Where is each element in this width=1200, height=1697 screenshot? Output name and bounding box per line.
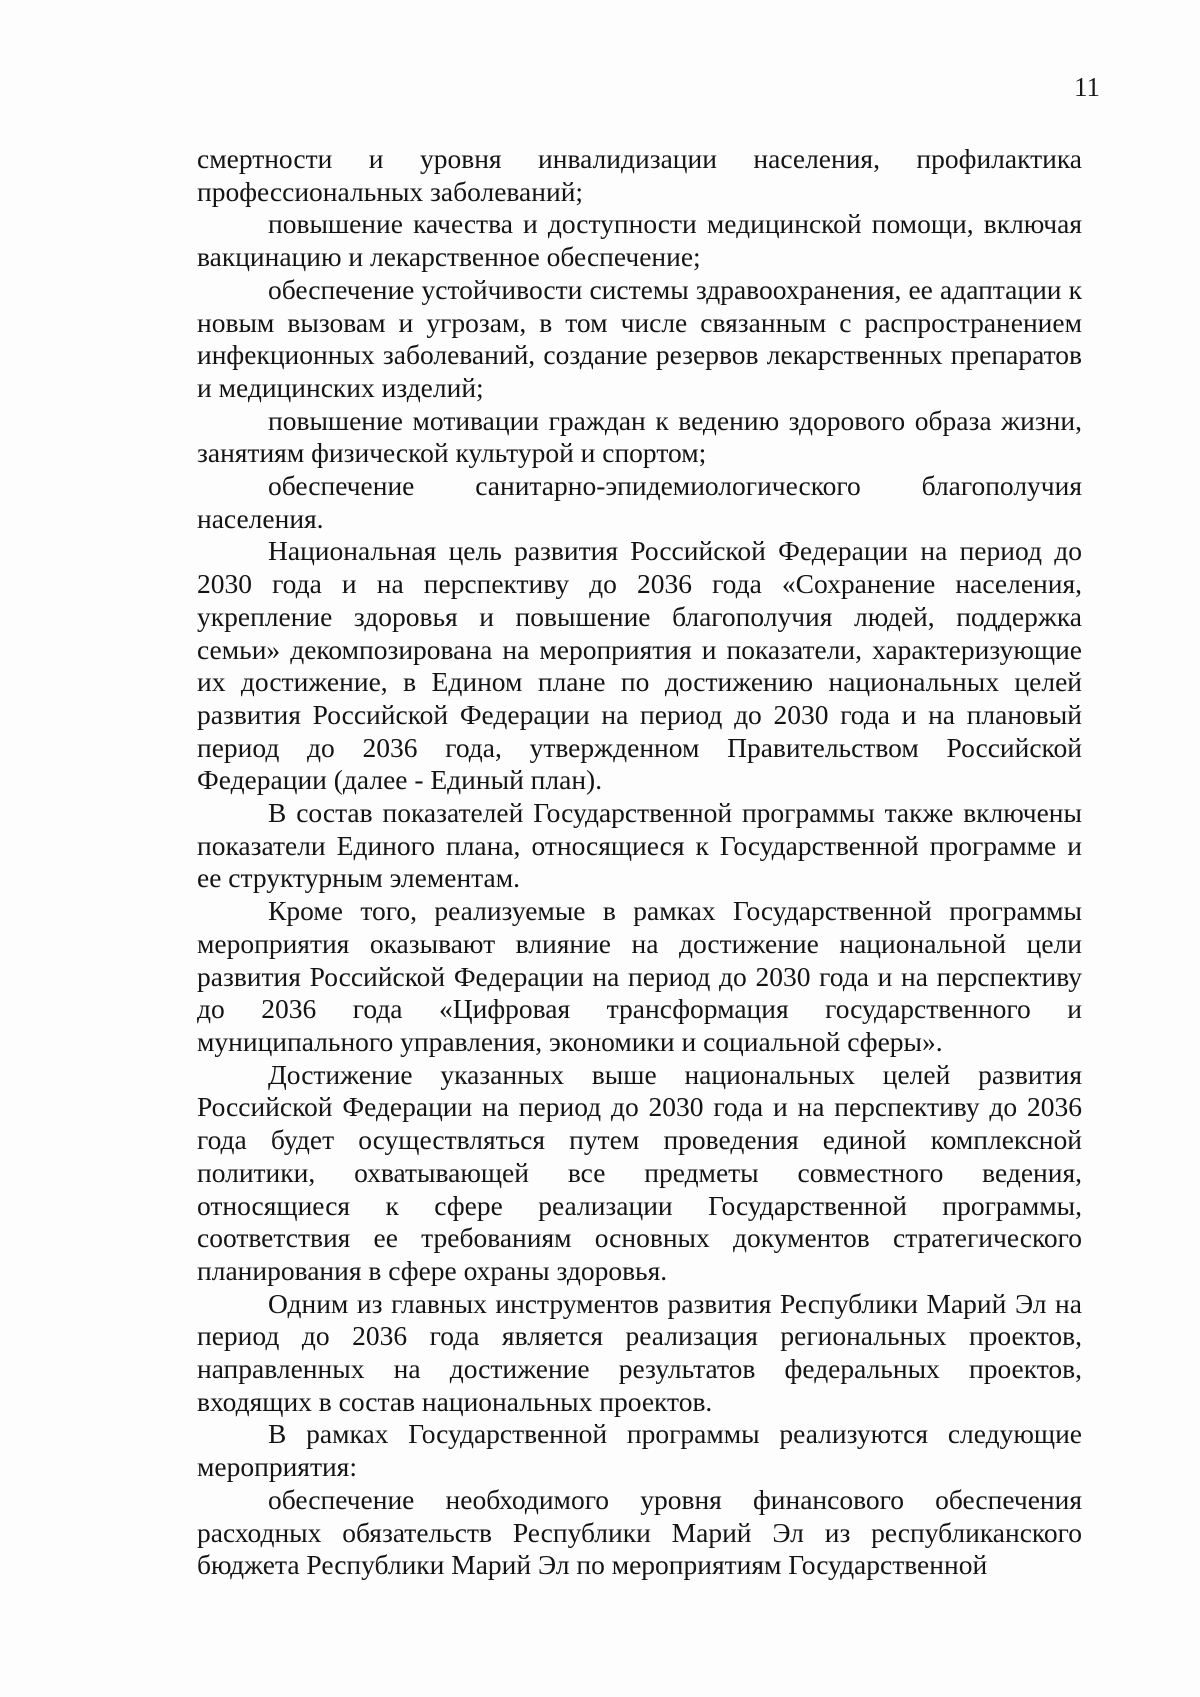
document-body	[197, 143, 1082, 1582]
paragraph: Одним из главных инструментов развития Республики Марий Эл на период до 2036 года является реализация региональных проектов, направленных на достижение результатов федеральных проектов, входящих в состав национальных проектов.	[197, 1287, 1082, 1417]
paragraph: Кроме того, реализуемые в рамках Государственной программы мероприятия оказывают влияние на достижение национальной цели развития Российской Федерации на период до 2030 года и на перспективу до 2036 года «Цифровая трансформация государственного и муниципального управления, экономики и социальной сферы».	[197, 895, 1082, 1057]
paragraph: В состав показателей Государственной программы также включены показатели Единого плана, относящиеся к Государственной программе и ее структурным элементам.	[197, 797, 1082, 894]
paragraph: повышение качества и доступности медицинской помощи, включая вакцинацию и лекарственное обеспечение;	[197, 208, 1082, 273]
paragraph: обеспечение устойчивости системы здравоохранения, ее адаптации к новым вызовам и угрозам, в том числе связанным с распространением инфекционных заболеваний, создание резервов лекарственных препаратов и медицинских изделий;	[197, 273, 1082, 403]
page-number: 11	[1074, 72, 1100, 102]
paragraph: повышение мотивации граждан к ведению здорового образа жизни, занятиям физической культурой и спортом;	[197, 404, 1082, 469]
paragraph: смертности и уровня инвалидизации населения, профилактика профессиональных заболеваний;	[197, 143, 1082, 207]
paragraph: Достижение указанных выше национальных целей развития Российской Федерации на период до 2030 года и на перспективу до 2036 года будет осуществляться путем проведения единой комплексной политики, охватывающей все предметы совместного ведения, относящиеся к сфере реализации Государственной программы, соответствия ее требованиям основных документов стратегического планирования в сфере охраны здоровья.	[197, 1058, 1082, 1286]
paragraph: обеспечение необходимого уровня финансового обеспечения расходных обязательств Республики Марий Эл из республиканского бюджета Республики Марий Эл по мероприятиям Государственной	[197, 1483, 1082, 1581]
paragraph: Национальная цель развития Российской Федерации на период до 2030 года и на перспективу до 2036 года «Сохранение населения, укрепление здоровья и повышение благополучия людей, поддержка семьи» декомпозирована на мероприятия и показатели, характеризующие их достижение, в Едином плане по достижению национальных целей развития Российской Федерации на период до 2030 года и на плановый период до 2036 года, утвержденном Правительством Российской Федерации (далее - Единый план).	[197, 535, 1082, 796]
paragraph: В рамках Государственной программы реализуются следующие мероприятия:	[197, 1418, 1082, 1483]
paragraph: обеспечение санитарно-эпидемиологического благополучия населения.	[197, 470, 1082, 534]
